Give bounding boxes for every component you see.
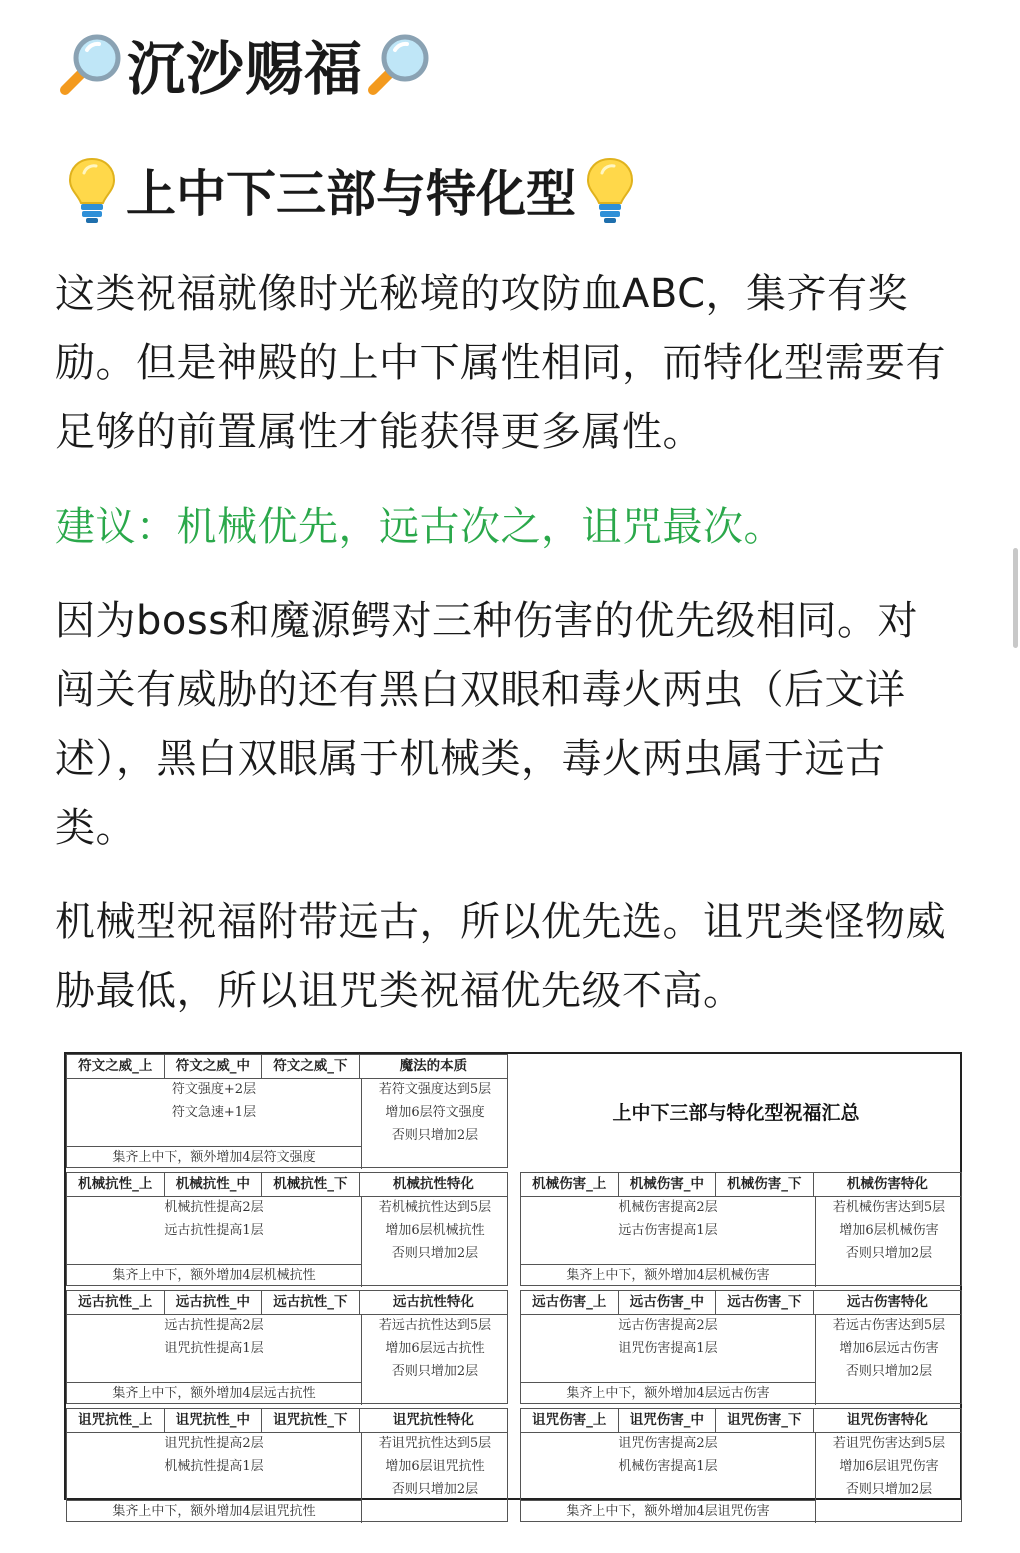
table-cell: 否则只增加2层 — [391, 1246, 479, 1261]
table-cell: 诅咒抗性提高1层 — [164, 1341, 264, 1356]
table-header-cell: 诅咒抗性_上 — [67, 1409, 165, 1432]
table-group — [66, 1290, 508, 1404]
table-summary-title: 上中下三部与特化型祝福汇总 — [612, 1101, 860, 1124]
table-cell: 增加6层符文强度 — [385, 1105, 485, 1120]
table-header-cell: 机械伤害特化 — [846, 1176, 928, 1192]
table-cell: 机械伤害提高1层 — [618, 1459, 718, 1474]
table-cell: 增加6层机械抗性 — [385, 1223, 485, 1238]
table-cell: 集齐上中下，额外增加4层机械抗性 — [112, 1268, 316, 1283]
table-cell: 若诅咒伤害达到5层 — [832, 1436, 946, 1451]
divider — [815, 1314, 816, 1405]
table-header-row — [67, 1291, 507, 1315]
table-header-cell: 远古伤害_下 — [716, 1291, 814, 1314]
table-cell: 远古抗性提高2层 — [164, 1318, 264, 1333]
scrollbar-thumb[interactable] — [1013, 548, 1018, 648]
table-header-cell: 机械伤害_上 — [521, 1173, 619, 1196]
table-header-cell: 诅咒伤害_下 — [716, 1409, 814, 1432]
table-cell: 否则只增加2层 — [391, 1128, 479, 1143]
table-header-cell: 诅咒伤害_上 — [521, 1409, 619, 1432]
table-cell: 机械抗性提高2层 — [164, 1200, 264, 1215]
table-header-row — [67, 1173, 507, 1197]
table-header-cell: 机械抗性_下 — [262, 1173, 360, 1196]
divider — [815, 1432, 816, 1523]
divider — [521, 1264, 815, 1265]
divider — [361, 1432, 362, 1523]
table-cell: 增加6层远古抗性 — [385, 1341, 485, 1356]
table-cell: 否则只增加2层 — [391, 1482, 479, 1497]
paragraph: 机械型祝福附带远古，所以优先选。诅咒类怪物威胁最低，所以诅咒类祝福优先级不高。 — [55, 899, 946, 1014]
table-header-cell: 远古抗性_下 — [262, 1291, 360, 1314]
table-cell: 集齐上中下，额外增加4层远古伤害 — [566, 1386, 770, 1401]
table-header-cell: 符文之威_中 — [165, 1055, 263, 1078]
divider — [67, 1146, 361, 1147]
table-header-cell: 远古抗性特化 — [392, 1294, 474, 1310]
table-header-cell: 远古抗性_中 — [165, 1291, 263, 1314]
table-header-cell: 诅咒伤害特化 — [846, 1412, 928, 1428]
table-header-row — [521, 1409, 961, 1433]
table-cell: 远古抗性提高1层 — [164, 1223, 264, 1238]
table-cell: 若符文强度达到5层 — [378, 1082, 492, 1097]
page-title: 沉沙赐福 — [127, 35, 364, 103]
table-header-cell: 机械抗性_中 — [165, 1173, 263, 1196]
table-group — [66, 1408, 508, 1522]
table-cell: 诅咒伤害提高1层 — [618, 1341, 718, 1356]
divider — [521, 1500, 815, 1501]
table-header-cell: 远古伤害特化 — [846, 1294, 928, 1310]
table-group — [520, 1290, 962, 1404]
divider — [361, 1078, 362, 1169]
lightbulb-icon — [64, 155, 120, 225]
divider — [67, 1382, 361, 1383]
table-group — [520, 1172, 962, 1286]
table-cell: 若远古伤害达到5层 — [832, 1318, 946, 1333]
table-cell: 集齐上中下，额外增加4层远古抗性 — [112, 1386, 316, 1401]
table-cell: 若诅咒抗性达到5层 — [378, 1436, 492, 1451]
table-cell: 集齐上中下，额外增加4层机械伤害 — [566, 1268, 770, 1283]
table-header-cell: 机械伤害_下 — [716, 1173, 814, 1196]
divider — [67, 1264, 361, 1265]
table-header-cell: 机械抗性特化 — [392, 1176, 474, 1192]
table-header-cell: 机械伤害_中 — [619, 1173, 717, 1196]
table-cell: 远古伤害提高1层 — [618, 1223, 718, 1238]
table-header-cell: 诅咒抗性_下 — [262, 1409, 360, 1432]
table-cell: 否则只增加2层 — [391, 1364, 479, 1379]
section-heading: 上中下三部与特化型 — [126, 165, 576, 223]
table-cell: 远古伤害提高2层 — [618, 1318, 718, 1333]
magnifier-icon — [55, 28, 127, 100]
table-cell: 机械伤害提高2层 — [618, 1200, 718, 1215]
table-header-row — [521, 1173, 961, 1197]
table-cell: 若远古抗性达到5层 — [378, 1318, 492, 1333]
table-cell: 集齐上中下，额外增加4层符文强度 — [112, 1150, 316, 1165]
lightbulb-icon — [582, 155, 638, 225]
table-header-row — [521, 1291, 961, 1315]
table-header-row — [67, 1409, 507, 1433]
table-header-cell: 诅咒抗性特化 — [392, 1412, 474, 1428]
table-cell — [67, 1124, 361, 1147]
table-cell: 增加6层诅咒抗性 — [385, 1459, 485, 1474]
table-group — [66, 1172, 508, 1286]
divider — [67, 1500, 361, 1501]
table-cell: 增加6层远古伤害 — [839, 1341, 939, 1356]
table-header-cell: 远古抗性_上 — [67, 1291, 165, 1314]
table-cell: 增加6层机械伤害 — [839, 1223, 939, 1238]
magnifier-icon — [363, 28, 435, 100]
table-header-cell: 机械抗性_上 — [67, 1173, 165, 1196]
table-header-cell: 远古伤害_中 — [619, 1291, 717, 1314]
table-header-cell: 符文之威_下 — [262, 1055, 360, 1078]
table-cell: 若机械伤害达到5层 — [832, 1200, 946, 1215]
table-cell: 符文强度+2层 — [171, 1082, 257, 1097]
divider — [361, 1196, 362, 1287]
table-cell: 符文急速+1层 — [171, 1105, 257, 1120]
divider — [521, 1382, 815, 1383]
table-cell: 否则只增加2层 — [845, 1482, 933, 1497]
section-heading-row — [58, 150, 644, 230]
table-header-row — [67, 1055, 507, 1079]
table-header-cell: 诅咒抗性_中 — [165, 1409, 263, 1432]
table-header-cell: 符文之威_上 — [67, 1055, 165, 1078]
table-header-cell: 远古伤害_上 — [521, 1291, 619, 1314]
table-cell: 集齐上中下，额外增加4层诅咒伤害 — [566, 1504, 770, 1519]
table-cell: 机械抗性提高1层 — [164, 1459, 264, 1474]
advice-text: 建议：机械优先，远古次之，诅咒最次。 — [55, 504, 784, 550]
table-cell: 集齐上中下，额外增加4层诅咒抗性 — [112, 1504, 316, 1519]
divider — [361, 1314, 362, 1405]
table-group — [66, 1054, 508, 1168]
table-header-cell: 诅咒伤害_中 — [619, 1409, 717, 1432]
paragraph: 这类祝福就像时光秘境的攻防血ABC，集齐有奖励。但是神殿的上中下属性相同，而特化型需要有足够的前置属性才能获得更多属性。 — [55, 271, 946, 455]
table-cell: 诅咒伤害提高2层 — [618, 1436, 718, 1451]
divider — [815, 1196, 816, 1287]
table-header-cell: 魔法的本质 — [399, 1058, 468, 1074]
table-group — [520, 1408, 962, 1522]
blessing-summary-table — [64, 1052, 962, 1519]
table-cell: 若机械抗性达到5层 — [378, 1200, 492, 1215]
table-cell: 增加6层诅咒伤害 — [839, 1459, 939, 1474]
table-cell: 诅咒抗性提高2层 — [164, 1436, 264, 1451]
table-cell: 否则只增加2层 — [845, 1364, 933, 1379]
table-cell: 否则只增加2层 — [845, 1246, 933, 1261]
paragraph: 因为boss和魔源鳄对三种伤害的优先级相同。对闯关有威胁的还有黑白双眼和毒火两虫（后文详述），黑白双眼属于机械类，毒火两虫属于远古类。 — [55, 598, 919, 851]
page-title-row — [55, 22, 435, 106]
